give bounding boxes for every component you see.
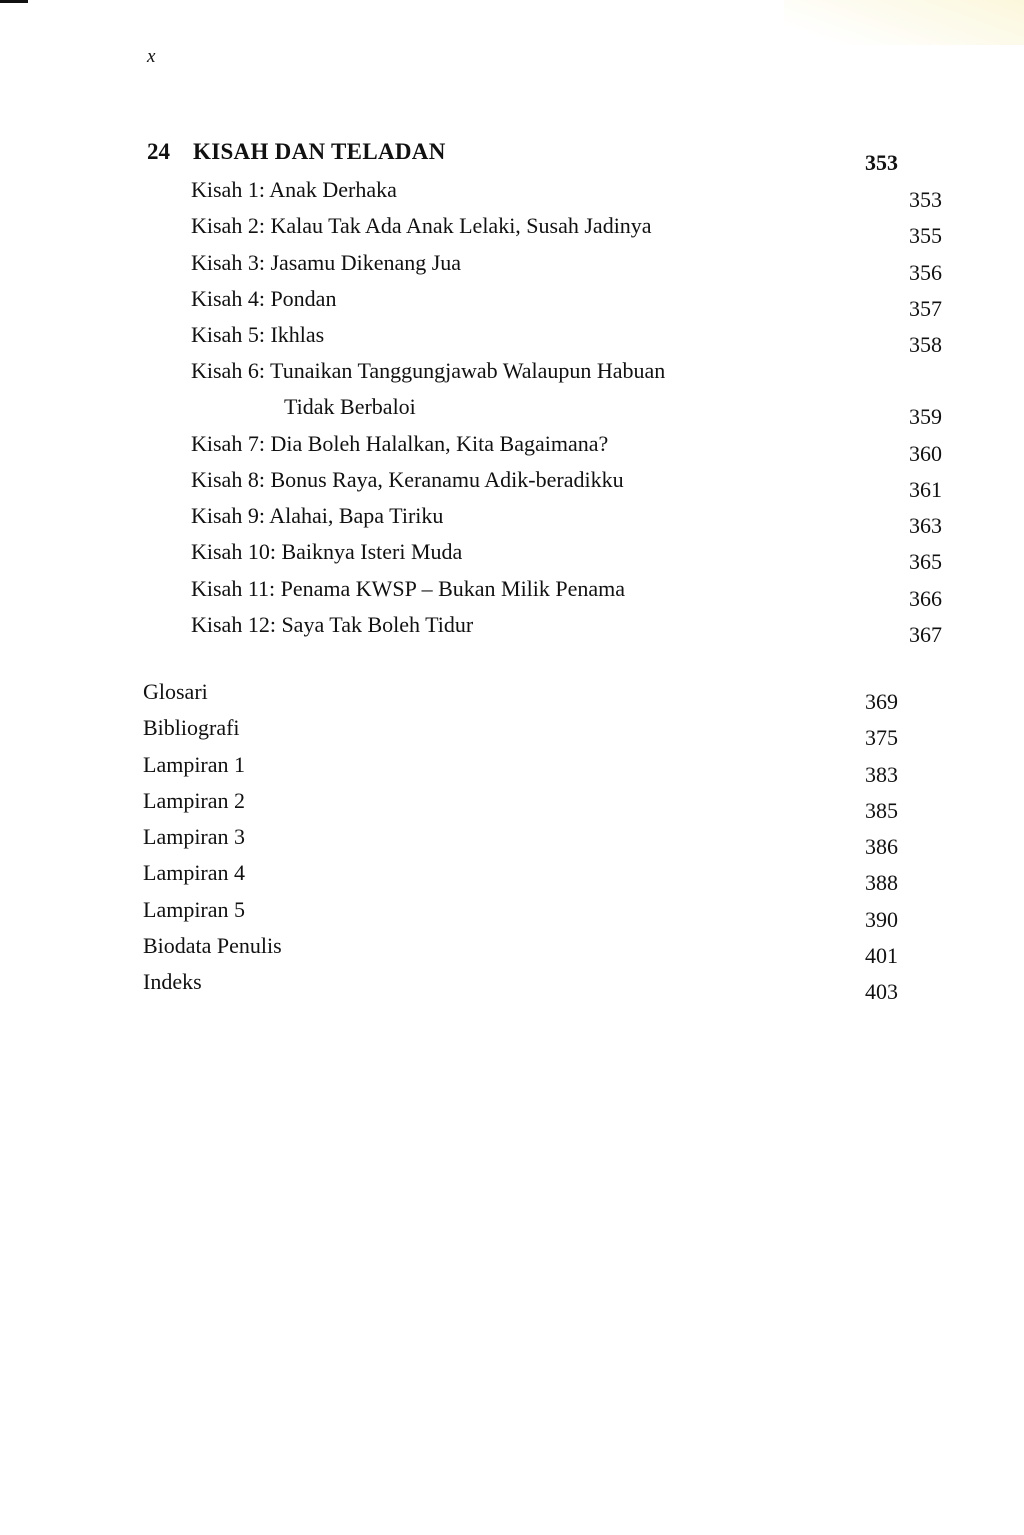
entry-page: 386: [865, 834, 898, 859]
toc-entry: [191, 429, 942, 466]
back-matter-entry: [143, 931, 907, 968]
entry-label: Kisah 6: Tunaikan Tanggungjawab Walaupun Habuan: [191, 358, 666, 383]
entry-label: Lampiran 2: [143, 788, 246, 813]
toc-entry: [191, 175, 942, 212]
entry-page: 369: [865, 689, 898, 714]
entry-page: 367: [909, 622, 942, 647]
scan-tint-artifact: [784, 0, 1024, 45]
toc-entry: [191, 501, 942, 538]
entry-label: Lampiran 3: [143, 824, 246, 849]
entry-page: 390: [865, 907, 898, 932]
entry-page: 363: [909, 513, 942, 538]
entry-page: 375: [865, 725, 898, 750]
entry-label: Kisah 7: Dia Boleh Halalkan, Kita Bagaimana?: [191, 431, 609, 456]
entry-label: Kisah 3: Jasamu Dikenang Jua: [191, 250, 462, 275]
back-matter-entry: [143, 750, 907, 787]
entry-label: Kisah 10: Baiknya Isteri Muda: [191, 539, 463, 564]
entry-page: 365: [909, 549, 942, 574]
entry-page: 388: [865, 870, 898, 895]
page-number: x: [147, 46, 156, 67]
entry-page: 361: [909, 477, 942, 502]
entry-label: Kisah 11: Penama KWSP – Bukan Milik Penama: [191, 576, 626, 601]
toc-entry: [191, 356, 942, 429]
entry-page: 355: [909, 223, 942, 248]
entry-label: Kisah 8: Bonus Raya, Keranamu Adik-beradikku: [191, 467, 624, 492]
back-matter-entry: [143, 895, 907, 932]
entry-label: Lampiran 5: [143, 897, 246, 922]
back-matter-entry: [143, 786, 907, 823]
back-matter-entry: [143, 967, 907, 1004]
entry-label: Kisah 9: Alahai, Bapa Tiriku: [191, 503, 444, 528]
toc-entry: [191, 537, 942, 574]
chapter-page: 353: [865, 150, 898, 175]
scan-edge-artifact: [0, 0, 28, 3]
entry-page: 383: [865, 762, 898, 787]
entry-page: 359: [909, 404, 942, 429]
toc-entry: [191, 248, 942, 285]
entry-page: 360: [909, 441, 942, 466]
toc-entry: [191, 465, 942, 502]
toc-entry: [191, 610, 942, 647]
entry-page: 356: [909, 260, 942, 285]
entry-label: Bibliografi: [143, 715, 240, 740]
entry-page: 353: [909, 187, 942, 212]
entry-page: 385: [865, 798, 898, 823]
entry-label-continuation: Tidak Berbaloi: [284, 394, 416, 419]
entry-page: 401: [865, 943, 898, 968]
back-matter-entry: [143, 713, 907, 750]
entry-label: Kisah 4: Pondan: [191, 286, 337, 311]
toc-entry: [191, 320, 942, 357]
entry-page: 366: [909, 586, 942, 611]
entry-label: Glosari: [143, 679, 208, 704]
entry-page: 357: [909, 296, 942, 321]
entry-label: Lampiran 1: [143, 752, 246, 777]
entry-page: 403: [865, 979, 898, 1004]
entry-label: Kisah 2: Kalau Tak Ada Anak Lelaki, Susah Jadinya: [191, 213, 652, 238]
entry-page: 358: [909, 332, 942, 357]
chapter-number: 24: [147, 139, 170, 164]
entry-label: Lampiran 4: [143, 860, 246, 885]
back-matter-entry: [143, 858, 907, 895]
entry-label: Indeks: [143, 969, 202, 994]
entry-label: Biodata Penulis: [143, 933, 282, 958]
entry-label: Kisah 5: Ikhlas: [191, 322, 325, 347]
toc-entry: [191, 574, 942, 611]
back-matter-entry: [143, 677, 907, 714]
entry-label: Kisah 12: Saya Tak Boleh Tidur: [191, 612, 474, 637]
chapter-title: KISAH DAN TELADAN: [193, 139, 446, 164]
toc-entry: [191, 211, 942, 248]
back-matter-entry: [143, 822, 907, 859]
entry-label: Kisah 1: Anak Derhaka: [191, 177, 397, 202]
toc-entry: [191, 284, 942, 321]
